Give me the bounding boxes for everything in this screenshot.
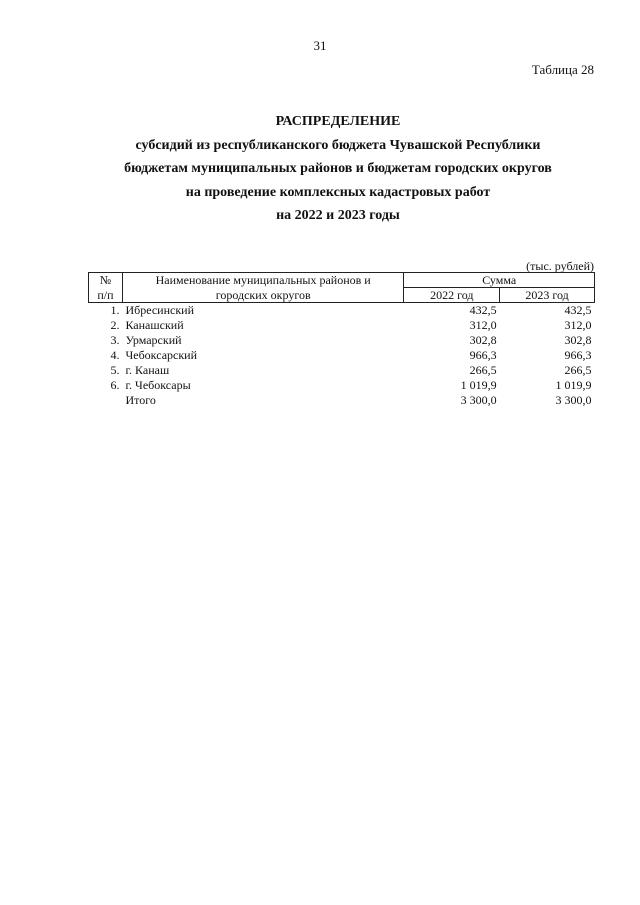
row-value-2022: 312,0 [469, 318, 497, 332]
row-name: г. Канаш [125, 363, 170, 377]
row-name: Ибресинский [125, 303, 195, 317]
row-value-2022: 1 019,9 [460, 378, 497, 392]
title-line-2: субсидий из республиканского бюджета Чувашской Республики [135, 137, 541, 153]
row-value-2023: 312,0 [564, 318, 592, 332]
table-row [89, 318, 595, 333]
row-name: Чебоксарский [125, 348, 198, 362]
row-name: Канашский [125, 318, 184, 332]
total-row [89, 393, 595, 408]
header-num-bottom: п/п [89, 288, 123, 303]
header-name-bottom: городских округов [122, 288, 403, 303]
document-title [60, 110, 616, 228]
row-number: 2. [110, 318, 120, 332]
row-number: 5. [110, 363, 120, 377]
table-row [89, 378, 595, 393]
row-value-2022: 432,5 [469, 303, 497, 317]
title-line-1: РАСПРЕДЕЛЕНИЕ [275, 114, 401, 129]
row-number: 3. [110, 333, 120, 347]
title-line-4: на проведение комплексных кадастровых работ [185, 184, 491, 200]
header-year-2023: 2023 год [500, 288, 595, 303]
row-number: 6. [110, 378, 120, 392]
table-row [89, 348, 595, 363]
row-value-2023: 266,5 [564, 363, 592, 377]
row-value-2022: 302,8 [469, 333, 497, 347]
row-value-2023: 432,5 [564, 303, 592, 317]
row-value-2023: 302,8 [564, 333, 592, 347]
row-name: г. Чебоксары [125, 378, 191, 392]
table-row [89, 363, 595, 378]
units-label: (тыс. рублей) [526, 259, 594, 273]
title-line-3: бюджетам муниципальных районов и бюджетам городских округов [124, 161, 552, 176]
row-number: 1. [110, 303, 120, 317]
row-value-2023: 1 019,9 [555, 378, 592, 392]
table-row [89, 303, 595, 319]
header-sum: Сумма [404, 273, 595, 288]
header-year-2022: 2022 год [404, 288, 500, 303]
table-row [89, 333, 595, 348]
total-label: Итого [125, 393, 156, 407]
total-value-2023: 3 300,0 [555, 393, 592, 407]
row-value-2022: 966,3 [469, 348, 497, 362]
total-value-2022: 3 300,0 [460, 393, 497, 407]
page-number: 31 [313, 38, 327, 53]
subsidy-table [88, 272, 595, 408]
title-line-5: на 2022 и 2023 годы [276, 208, 400, 223]
row-value-2022: 266,5 [469, 363, 497, 377]
row-value-2023: 966,3 [564, 348, 592, 362]
header-num-top: № [89, 273, 123, 288]
row-number: 4. [110, 348, 120, 362]
table-label: Таблица 28 [531, 62, 594, 77]
row-name: Урмарский [125, 333, 182, 347]
header-name-top: Наименование муниципальных районов и [122, 273, 403, 288]
